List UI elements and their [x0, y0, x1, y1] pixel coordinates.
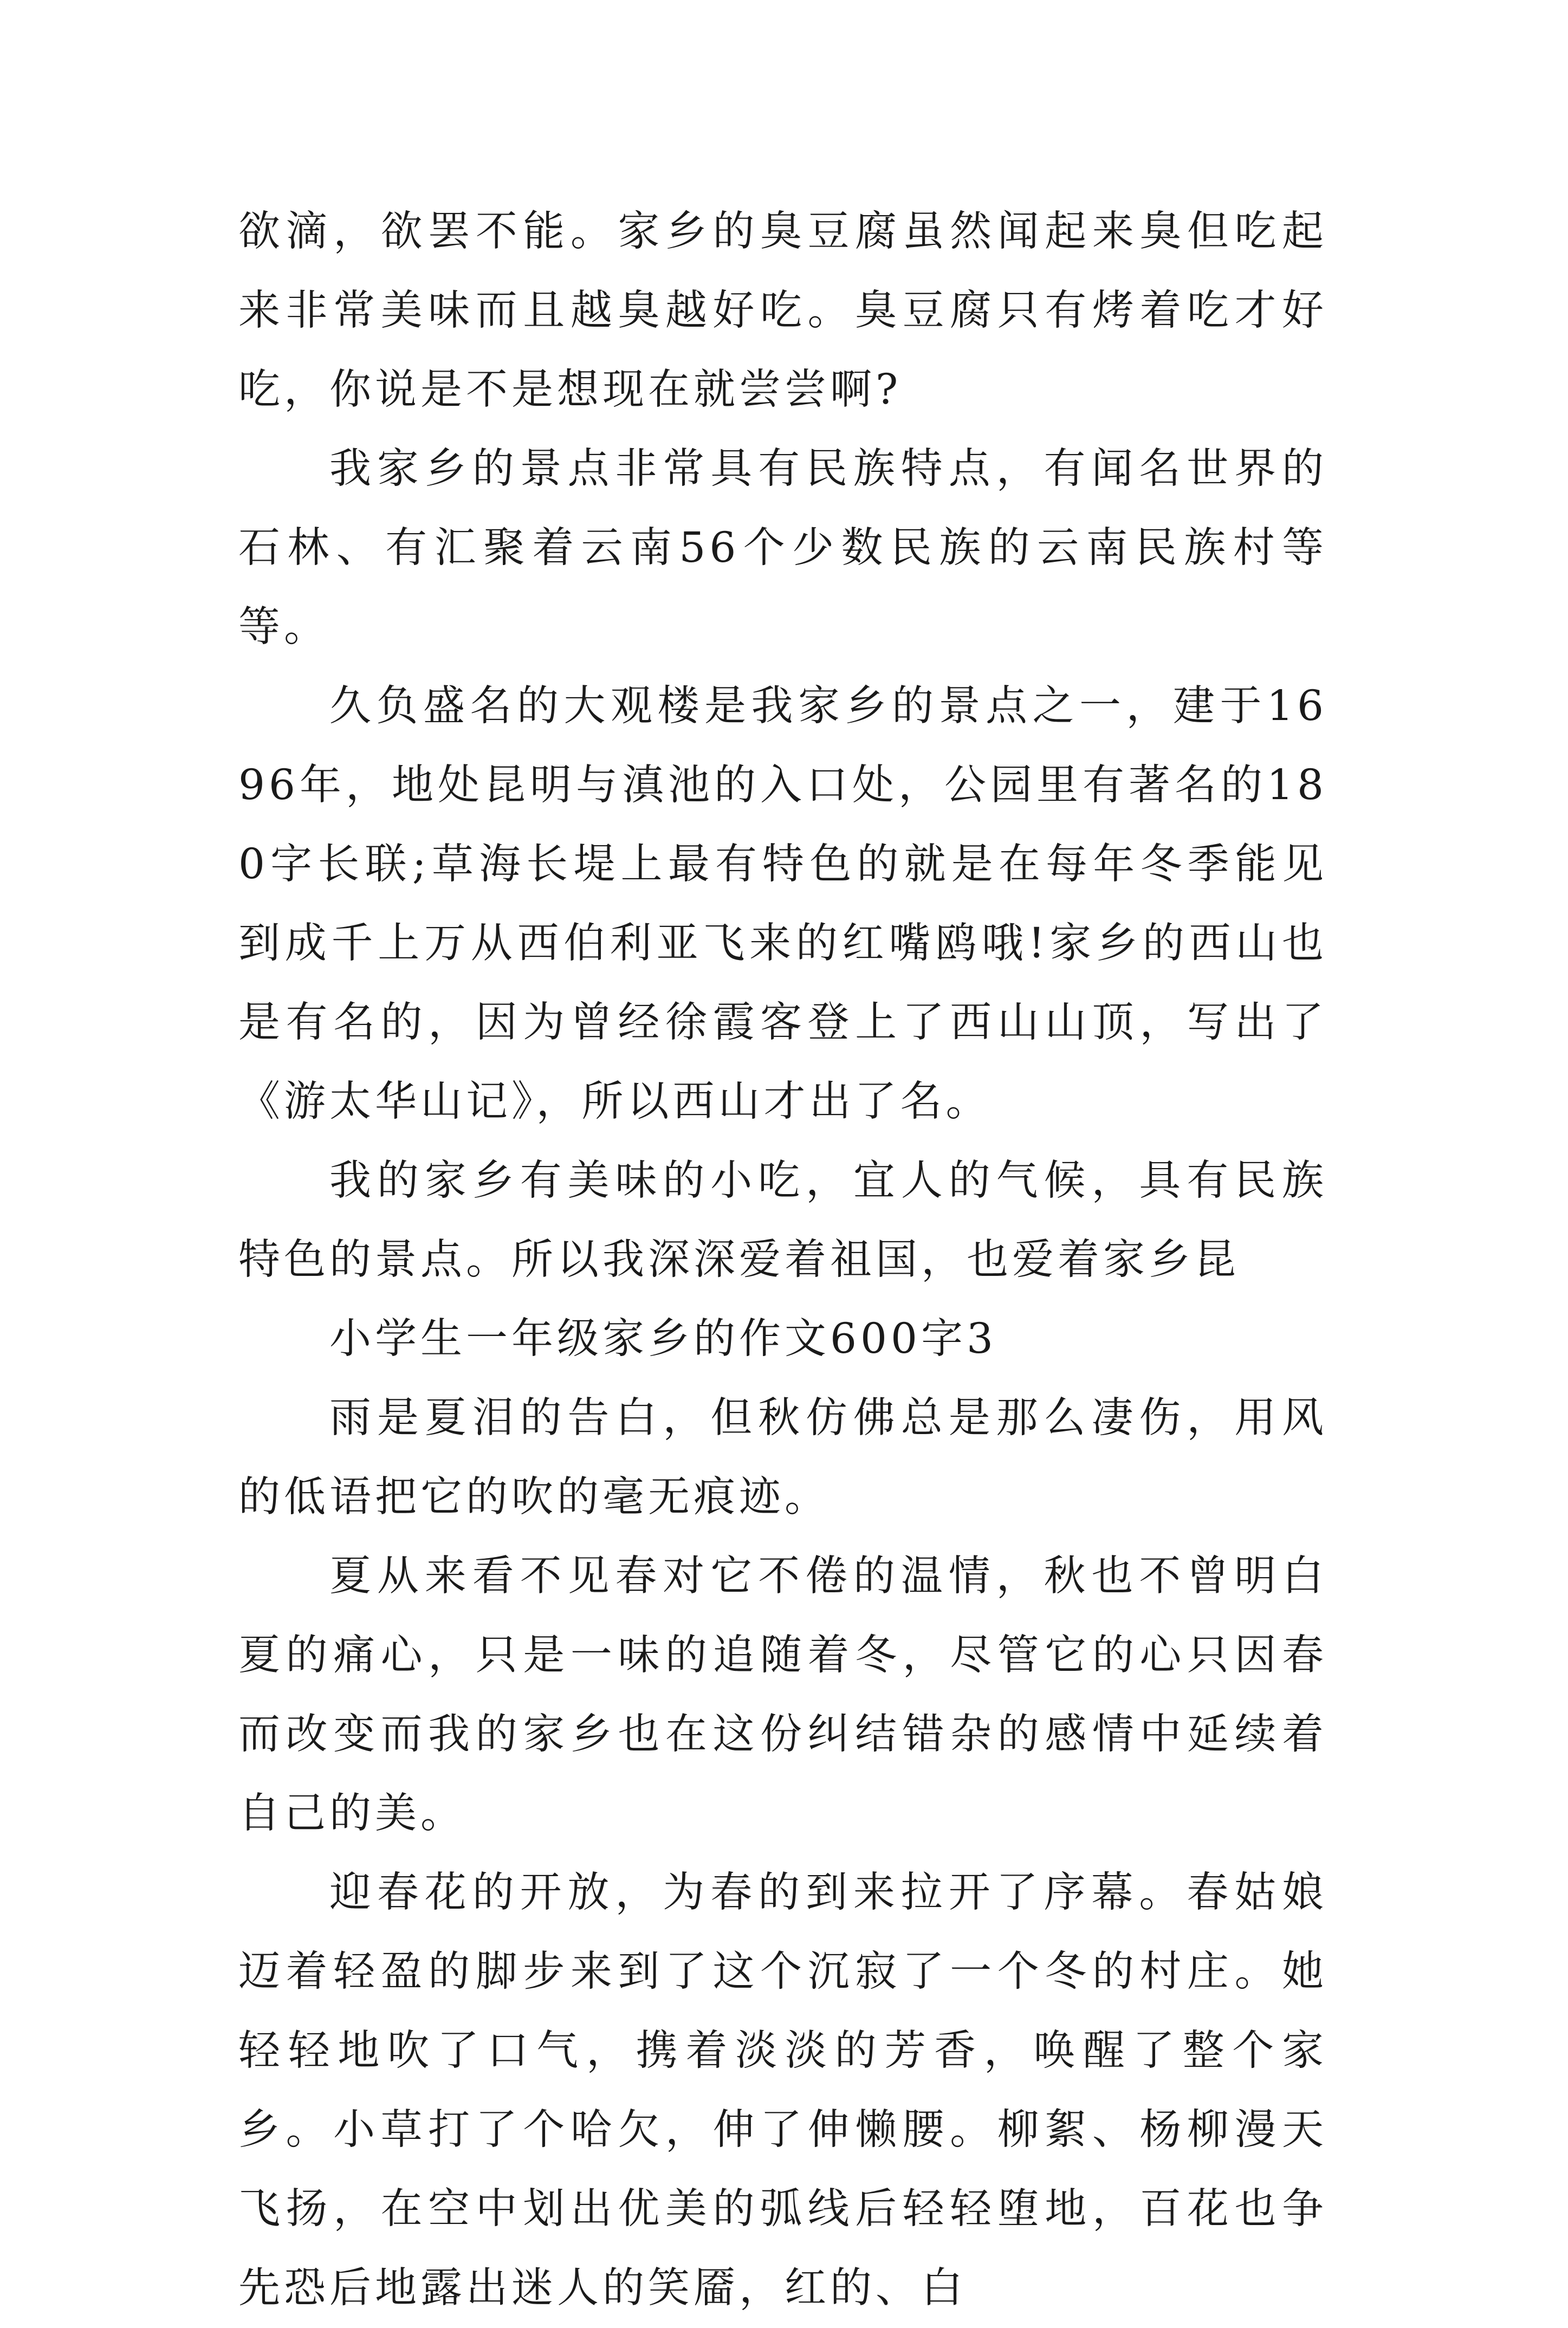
paragraph: 迎春花的开放，为春的到来拉开了序幕。春姑娘迈着轻盈的脚步来到了这个沉寂了一个冬的村庄。她轻轻地吹了口气，携着淡淡的芳香，唤醒了整个家乡。小草打了个哈欠，伸了伸懒腰。柳絮、杨柳漫天飞扬，在空中划出优美的弧线后轻轻堕地，百花也争先恐后地露出迷人的笑靥，红的、白 — [238, 1869, 1327, 2312]
section-heading: 小学生一年级家乡的作文600字3 — [329, 1315, 997, 1363]
paragraph: 我家乡的景点非常具有民族特点，有闻名世界的石林、有汇聚着云南56个少数民族的云南民族村等等。 — [238, 445, 1327, 651]
paragraph: 久负盛名的大观楼是我家乡的景点之一，建于1696年，地处昆明与滇池的入口处，公园里有著名的180字长联;草海长堤上最有特色的就是在每年冬季能见到成千上万从西伯利亚飞来的红嘴鸥哦!家乡的西山也是有名的，因为曾经徐霞客登上了西山山顶，写出了《游太华山记》，所以西山才出了名。 — [238, 682, 1327, 1126]
paragraph: 我的家乡有美味的小吃，宜人的气候，具有民族特色的景点。所以我深深爱着祖国，也爱着家乡昆 — [238, 1157, 1327, 1284]
document-body — [238, 192, 1327, 2328]
paragraph: 夏从来看不见春对它不倦的温情，秋也不曾明白夏的痛心，只是一味的追随着冬，尽管它的心只因春而改变而我的家乡也在这份纠结错杂的感情中延续着自己的美。 — [238, 1552, 1327, 1838]
paragraph: 欲滴，欲罢不能。家乡的臭豆腐虽然闻起来臭但吃起来非常美味而且越臭越好吃。臭豆腐只有烤着吃才好吃，你说是不是想现在就尝尝啊? — [238, 207, 1327, 414]
paragraph: 雨是夏泪的告白，但秋仿佛总是那么凄伤，用风的低语把它的吹的毫无痕迹。 — [238, 1394, 1327, 1521]
